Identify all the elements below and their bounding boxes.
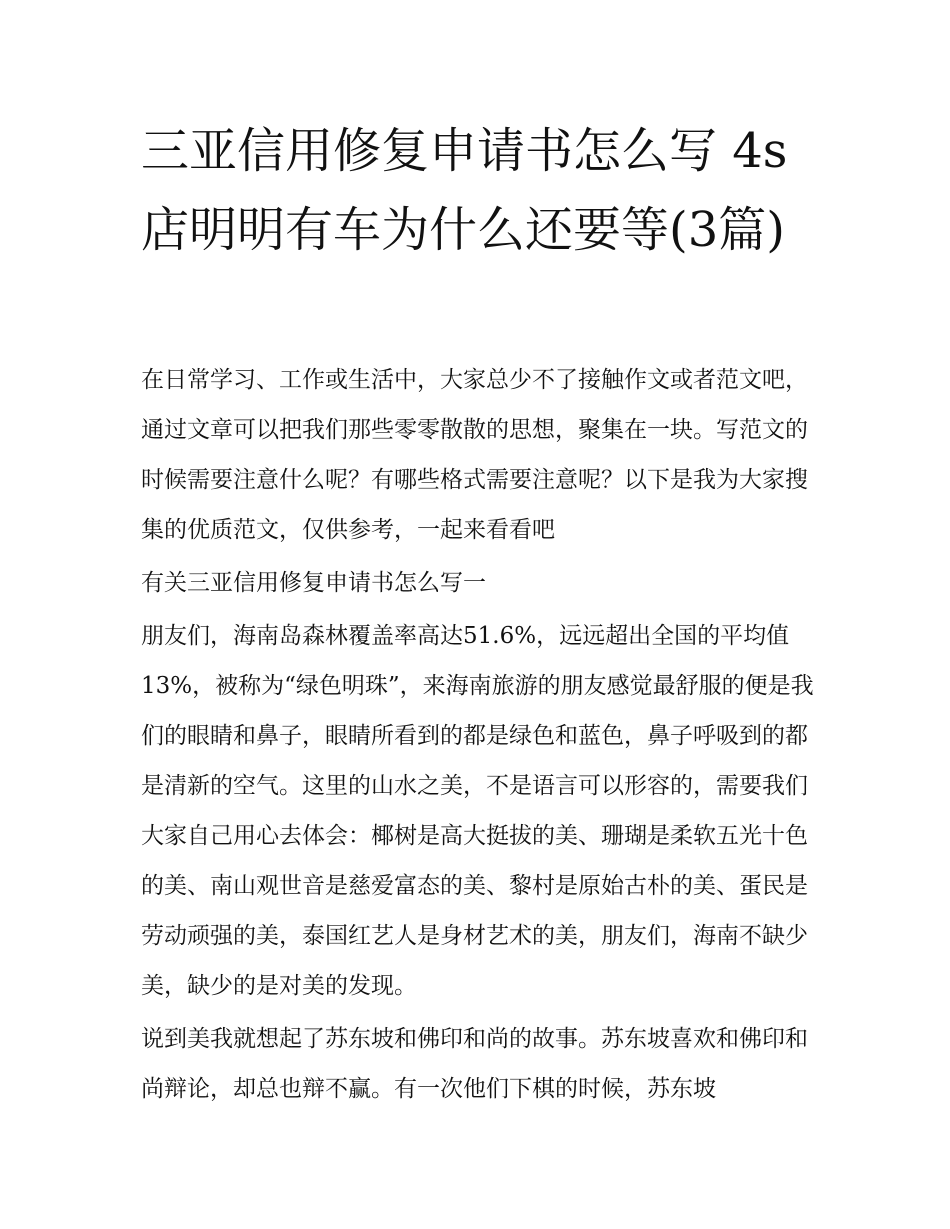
body-paragraph: 朋友们，海南岛森林覆盖率高达51.6%，远远超出全国的平均值13%，被称为“绿色明珠”，来海南旅游的朋友感觉最舒服的便是我们的眼睛和鼻子，眼睛所看到的都是绿色和蓝色，鼻子呼吸到的都是清新的空气。这里的山水之美，不是语言可以形容的，需要我们大家自己用心去体会：椰树是高大挺拔的美、珊瑚是柔软五光十色的美、南山观世音是慈爱富态的美、黎村是原始古朴的美、蛋民是劳动顽强的美，泰国红艺人是身材艺术的美，朋友们，海南不缺少美，缺少的是对美的发现。 (141, 623, 814, 999)
body-paragraph: 说到美我就想起了苏东坡和佛印和尚的故事。苏东坡喜欢和佛印和尚辩论，却总也辩不赢。有一次他们下棋的时候，苏东坡 (141, 1026, 808, 1102)
document-title: 三亚信用修复申请书怎么写 4s店明明有车为什么还要等(3篇) (141, 123, 788, 258)
intro-paragraph: 在日常学习、工作或生活中，大家总少不了接触作文或者范文吧，通过文章可以把我们那些零零散散的思想，聚集在一块。写范文的时候需要注意什么呢？有哪些格式需要注意呢？以下是我为大家搜集的优质范文，仅供参考，一起来看看吧 (141, 367, 808, 543)
document-body (141, 355, 821, 1114)
section-heading: 有关三亚信用修复申请书怎么写一 (141, 570, 486, 596)
